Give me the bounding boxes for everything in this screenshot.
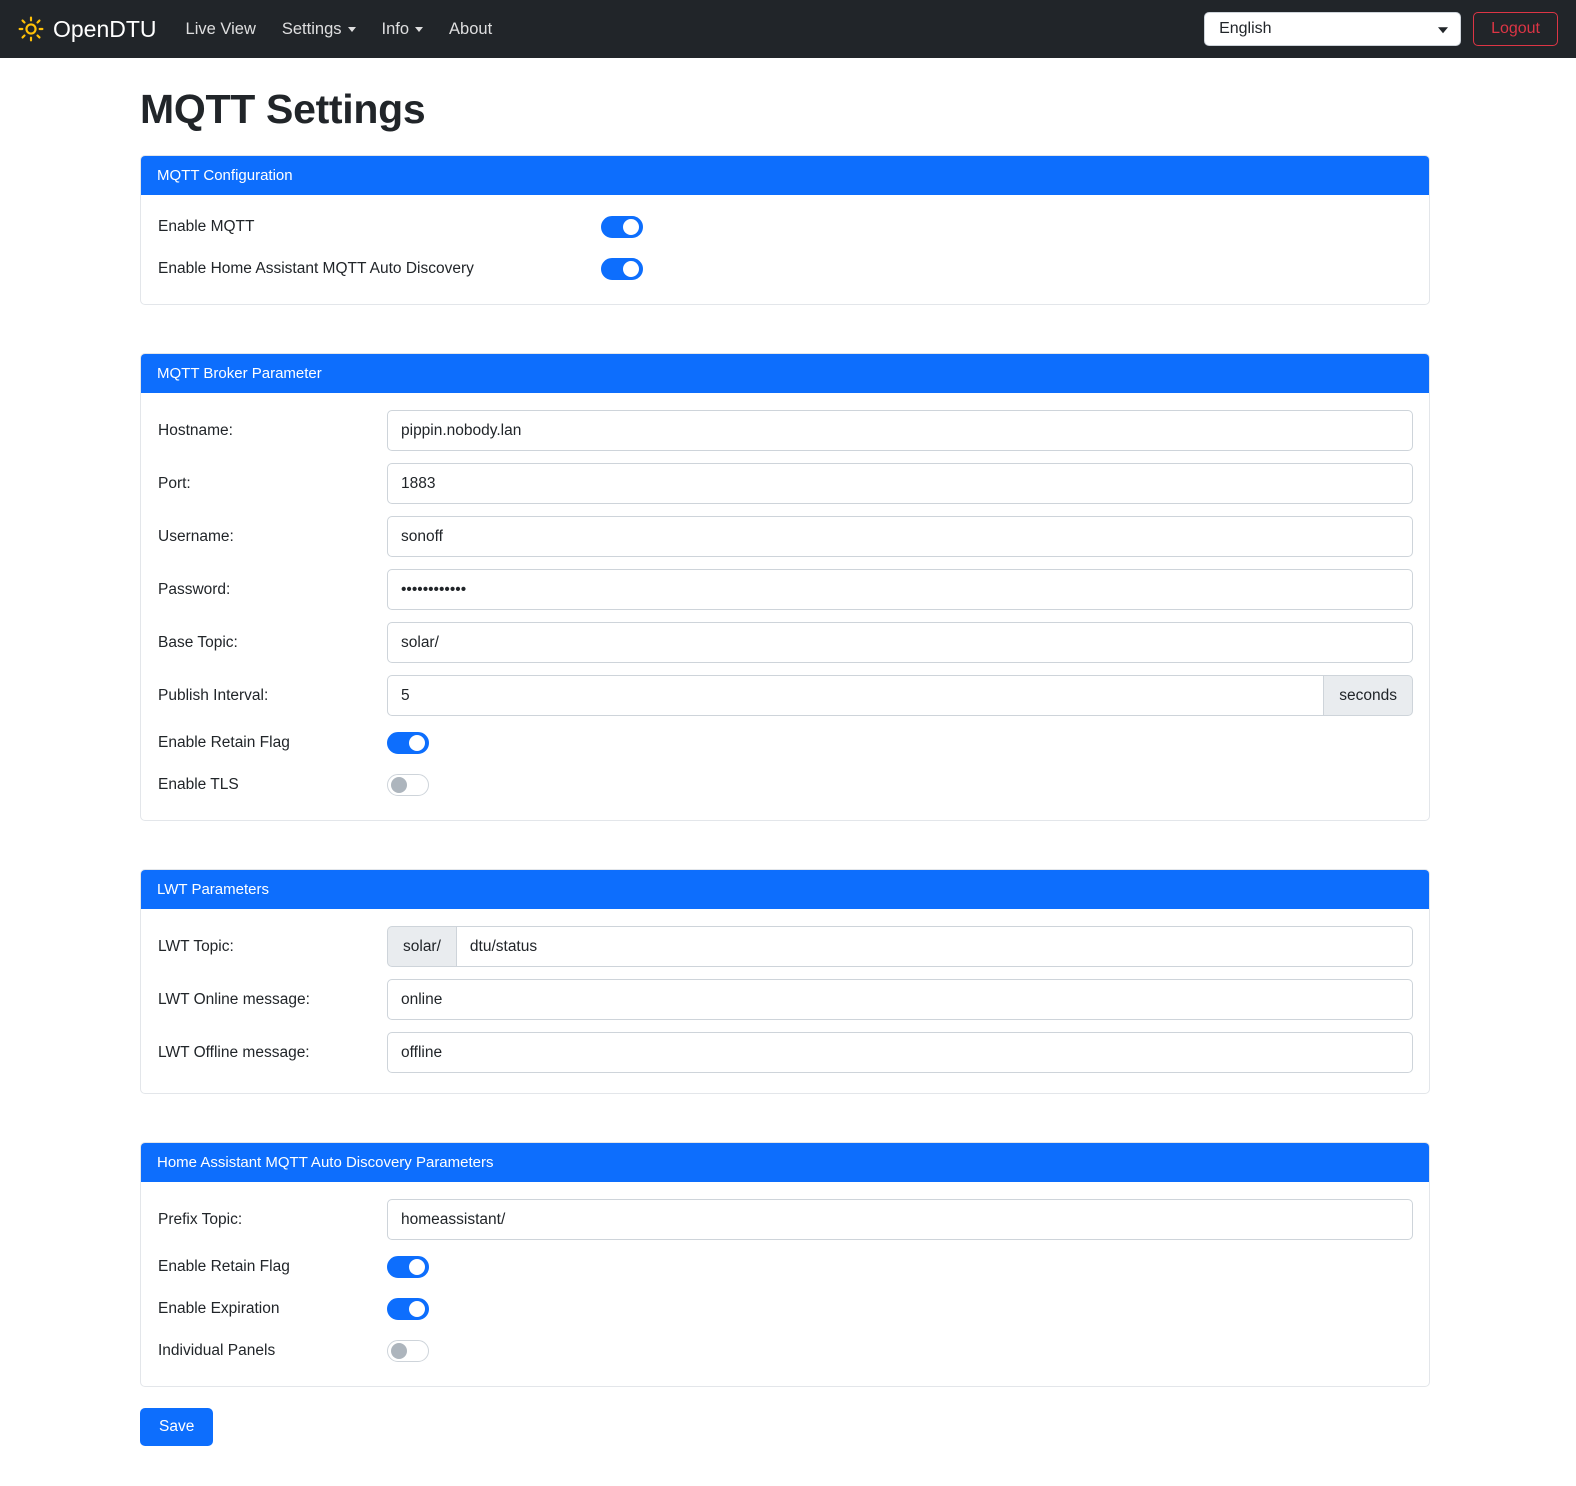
brand[interactable] (18, 16, 157, 43)
row-password (157, 569, 1413, 610)
lwt-online-input[interactable] (387, 979, 1413, 1020)
row-enable-tls (157, 770, 1413, 800)
chevron-down-icon (348, 27, 356, 32)
row-base-topic (157, 622, 1413, 663)
switch-cell (587, 258, 643, 280)
card-header: MQTT Configuration (141, 156, 1429, 195)
base-topic-input[interactable] (387, 622, 1413, 663)
switch-cell (387, 1256, 429, 1278)
field-lwt-offline-message (387, 1032, 1413, 1073)
field-lwt-topic (387, 926, 1413, 967)
label-hass-expiration: Enable Expiration (158, 1300, 280, 1317)
label-enable-retain-flag: Enable Retain Flag (158, 734, 290, 751)
field-publish-interval (387, 675, 1413, 716)
nav-item-label: Info (381, 19, 410, 38)
switch-cell (387, 774, 429, 796)
save-button[interactable]: Save (140, 1408, 213, 1446)
card-body (141, 909, 1429, 1093)
toggle-knob (623, 261, 639, 277)
toggle-individual-panels[interactable] (387, 1340, 429, 1362)
row-lwt-offline-message (157, 1032, 1413, 1073)
card-body (141, 195, 1429, 304)
label-prefix-topic: Prefix Topic: (158, 1210, 243, 1228)
navbar (0, 0, 1576, 58)
language-select[interactable] (1204, 12, 1461, 46)
row-lwt-online-message (157, 979, 1413, 1020)
row-hass-expiration (157, 1294, 1413, 1324)
row-individual-panels (157, 1336, 1413, 1366)
toggle-enable-tls[interactable] (387, 774, 429, 796)
toggle-knob (409, 1259, 425, 1275)
toggle-knob (391, 1343, 407, 1359)
row-enable-mqtt (157, 212, 1413, 242)
row-port (157, 463, 1413, 504)
lwt-topic-prefix: solar/ (387, 926, 456, 967)
toggle-knob (409, 735, 425, 751)
card-home-assistant-discovery (140, 1142, 1430, 1387)
nav-links (173, 12, 506, 47)
page-content (0, 86, 1576, 1486)
label-username: Username: (158, 527, 234, 545)
label-port: Port: (158, 474, 191, 492)
card-header: LWT Parameters (141, 870, 1429, 909)
language-select-wrapper (1204, 12, 1461, 46)
label-password: Password: (158, 580, 231, 598)
label-lwt-offline-message: LWT Offline message: (158, 1043, 310, 1061)
field-password (387, 569, 1413, 610)
label-hostname: Hostname: (158, 421, 233, 439)
toggle-knob (409, 1301, 425, 1317)
lwt-offline-input[interactable] (387, 1032, 1413, 1073)
row-enable-retain-flag (157, 728, 1413, 758)
nav-item-settings[interactable] (269, 12, 369, 47)
label-enable-tls: Enable TLS (158, 776, 239, 793)
card-header: Home Assistant MQTT Auto Discovery Parameters (141, 1143, 1429, 1182)
row-lwt-topic (157, 926, 1413, 967)
switch-cell (387, 1340, 429, 1362)
label-publish-interval: Publish Interval: (158, 686, 269, 704)
nav-item-about[interactable] (436, 12, 505, 47)
card-lwt-parameters (140, 869, 1430, 1094)
label-individual-panels: Individual Panels (158, 1342, 276, 1359)
prefix-topic-input[interactable] (387, 1199, 1413, 1240)
brand-label: OpenDTU (53, 15, 157, 42)
field-username (387, 516, 1413, 557)
toggle-enable-retain-flag[interactable] (387, 732, 429, 754)
card-mqtt-broker (140, 353, 1430, 821)
row-username (157, 516, 1413, 557)
label-hass-retain-flag: Enable Retain Flag (158, 1258, 290, 1275)
card-body (141, 1182, 1429, 1386)
card-header: MQTT Broker Parameter (141, 354, 1429, 393)
field-base-topic (387, 622, 1413, 663)
field-lwt-online-message (387, 979, 1413, 1020)
label-lwt-topic: LWT Topic: (158, 937, 234, 955)
navbar-right (1204, 12, 1558, 46)
row-prefix-topic (157, 1199, 1413, 1240)
username-input[interactable] (387, 516, 1413, 557)
card-mqtt-configuration (140, 155, 1430, 305)
nav-item-label: About (449, 19, 493, 38)
row-hostname (157, 410, 1413, 451)
field-port (387, 463, 1413, 504)
nav-item-label: Settings (281, 19, 342, 38)
toggle-hass-expiration[interactable] (387, 1298, 429, 1320)
switch-cell (387, 216, 643, 238)
field-hostname (387, 410, 1413, 451)
lwt-topic-input[interactable] (456, 926, 1413, 967)
publish-interval-unit: seconds (1323, 675, 1413, 716)
label-enable-ha-discovery: Enable Home Assistant MQTT Auto Discovery (158, 260, 474, 277)
logout-button[interactable]: Logout (1473, 12, 1558, 46)
field-prefix-topic (387, 1199, 1413, 1240)
toggle-hass-retain-flag[interactable] (387, 1256, 429, 1278)
port-input[interactable] (387, 463, 1413, 504)
toggle-enable-mqtt[interactable] (601, 216, 643, 238)
label-enable-mqtt: Enable MQTT (158, 218, 255, 235)
switch-cell (387, 1298, 429, 1320)
switch-cell (387, 732, 429, 754)
label-base-topic: Base Topic: (158, 633, 238, 651)
nav-item-label: Live View (185, 19, 256, 38)
row-publish-interval (157, 675, 1413, 716)
toggle-knob (391, 777, 407, 793)
page-title: MQTT Settings (140, 86, 426, 132)
sun-icon (18, 16, 44, 42)
toggle-knob (623, 219, 639, 235)
password-input[interactable] (387, 569, 1413, 610)
card-body (141, 393, 1429, 820)
label-lwt-online-message: LWT Online message: (158, 990, 310, 1008)
chevron-down-icon (415, 27, 423, 32)
toggle-enable-ha-discovery[interactable] (601, 258, 643, 280)
nav-item-live-view[interactable] (173, 12, 269, 47)
row-enable-ha-discovery (157, 254, 1413, 284)
row-hass-retain-flag (157, 1252, 1413, 1282)
publish-interval-input[interactable] (387, 675, 1323, 716)
hostname-input[interactable] (387, 410, 1413, 451)
nav-item-info[interactable] (369, 12, 437, 47)
